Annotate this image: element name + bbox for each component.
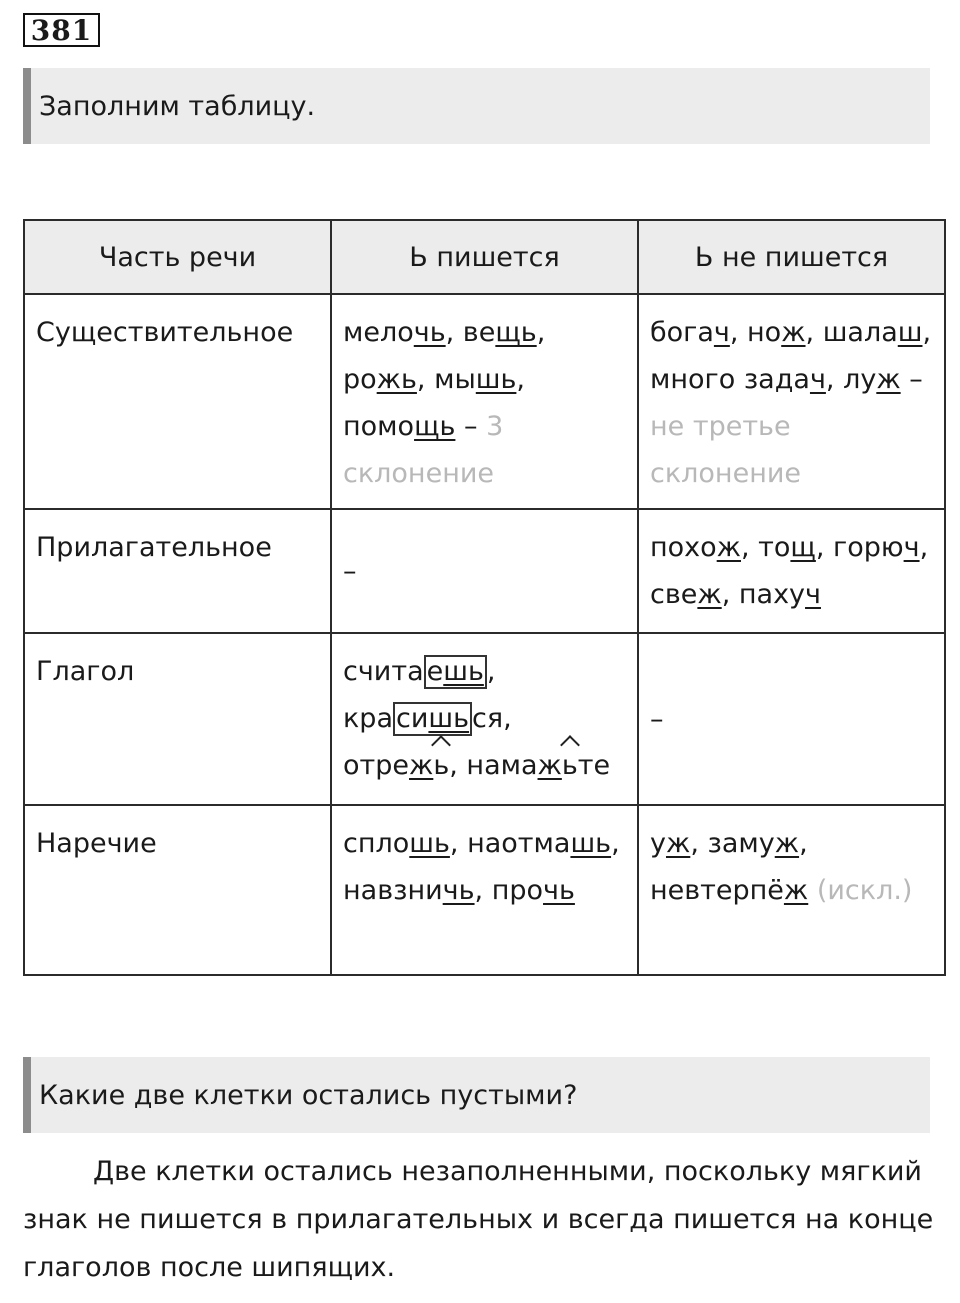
underlined-letters: ж <box>774 828 800 859</box>
intro-text: Заполним таблицу. <box>39 90 316 122</box>
table-row-noun <box>24 294 945 509</box>
underlined-letters: щь <box>414 411 456 442</box>
verb-word: кра <box>343 703 393 734</box>
table-row-adjective <box>24 509 945 633</box>
consonant: ж <box>409 750 434 781</box>
task-number: 381 <box>23 13 100 47</box>
suffix-mark: ь <box>562 742 578 789</box>
word-text: , лу <box>825 364 877 395</box>
word-text: похо <box>650 532 717 563</box>
underlined-letters: ж <box>665 828 691 859</box>
verb-with-soft-sign <box>331 633 638 805</box>
verb-without-soft-sign: – <box>638 633 945 805</box>
table-header-row <box>24 220 945 294</box>
verb-word: , нама <box>449 750 538 781</box>
underlined-letters: ч <box>713 317 730 348</box>
word-text: , паху <box>721 579 806 610</box>
word-text: у <box>650 828 666 859</box>
adjective-with-soft-sign: – <box>331 509 638 633</box>
grey-note: 3 склонение <box>343 411 504 489</box>
word-text: , то <box>741 532 791 563</box>
underlined-letters <box>409 750 449 781</box>
word-text: бога <box>650 317 714 348</box>
ending-box <box>393 702 472 736</box>
noun-without-soft-sign <box>638 294 945 509</box>
header-soft-sign-written: Ь пишется <box>331 220 638 294</box>
word-text: , но <box>729 317 782 348</box>
underlined-letters: ж <box>876 364 901 395</box>
underlined-letters: жь <box>376 364 417 395</box>
verb-word: отре <box>343 750 409 781</box>
underlined-letters: шь <box>475 364 517 395</box>
word-text: , горю <box>815 532 904 563</box>
adverb-with-soft-sign <box>331 805 638 975</box>
answer-paragraph: Две клетки остались незаполненными, поскольку мягкий знак не пишется в прилагательных и всегда пишется на конце глаголов после шипящих. <box>23 1156 934 1283</box>
underlined-letters: ч <box>805 579 821 610</box>
noun-label: Существительное <box>24 294 331 509</box>
adjective-without-soft-sign <box>638 509 945 633</box>
ending-box <box>424 655 487 689</box>
word-text: , помо <box>343 364 525 442</box>
underlined-letters: ж <box>716 532 741 563</box>
adverb-without-soft-sign <box>638 805 945 975</box>
underlined-letters: ж <box>697 579 722 610</box>
underlined-letters <box>538 750 578 781</box>
underlined-letters: шь <box>570 828 612 859</box>
verb-label: Глагол <box>24 633 331 805</box>
underlined-letters: ч <box>809 364 826 395</box>
question-bar <box>23 1057 930 1133</box>
verb-suffix: ся, <box>472 703 512 734</box>
word-text: , шала <box>805 317 898 348</box>
underlined-letters: шь <box>443 656 484 687</box>
underlined-letters: чь <box>442 875 475 906</box>
underlined-letters: шь <box>409 828 450 859</box>
header-soft-sign-not-written: Ь не пишется <box>638 220 945 294</box>
question-text: Какие две клетки остались пустыми? <box>39 1079 578 1111</box>
word-text: , заму <box>690 828 775 859</box>
word-text: , навзни <box>343 828 620 906</box>
word-text: , ве <box>445 317 496 348</box>
spelling-table <box>23 219 946 976</box>
intro-bar <box>23 68 930 144</box>
table-row-adverb <box>24 805 945 975</box>
consonant: ж <box>537 750 562 781</box>
word-text: , невтерпё <box>650 828 808 906</box>
word-text: , про <box>474 875 544 906</box>
grey-note: (искл.) <box>816 875 913 906</box>
underlined-letters: щ <box>790 532 816 563</box>
ending-letter: и <box>410 703 429 734</box>
suffix-mark: ь <box>433 742 449 789</box>
word-text: сплo <box>343 828 410 859</box>
underlined-letters: ш <box>897 317 923 348</box>
stem-letter: с <box>396 703 411 734</box>
adverb-label: Наречие <box>24 805 331 975</box>
word-text: , све <box>650 532 929 610</box>
word-text: , наотма <box>449 828 571 859</box>
punct: , <box>486 656 496 687</box>
underlined-letters: щь <box>495 317 537 348</box>
verb-ending: те <box>577 750 611 781</box>
word-text: – <box>455 411 487 442</box>
adjective-label: Прилагательное <box>24 509 331 633</box>
word-text: , много зада <box>650 317 932 395</box>
grey-note: не третье склонение <box>650 411 802 489</box>
underlined-letters: чь <box>543 875 575 906</box>
word-text <box>808 875 817 906</box>
word-text: , ро <box>343 317 546 395</box>
word-text: , мы <box>416 364 476 395</box>
header-part-of-speech: Часть речи <box>24 220 331 294</box>
verb-word: счита <box>343 656 424 687</box>
underlined-letters: шь <box>428 703 470 734</box>
ending-letter: е <box>426 656 444 687</box>
noun-with-soft-sign <box>331 294 638 509</box>
underlined-letters: ж <box>783 875 809 906</box>
word-text: – <box>900 364 923 395</box>
underlined-letters: ч <box>903 532 920 563</box>
underlined-letters: ж <box>781 317 806 348</box>
underlined-letters: чь <box>413 317 446 348</box>
word-text: мело <box>343 317 414 348</box>
table-row-verb <box>24 633 945 805</box>
